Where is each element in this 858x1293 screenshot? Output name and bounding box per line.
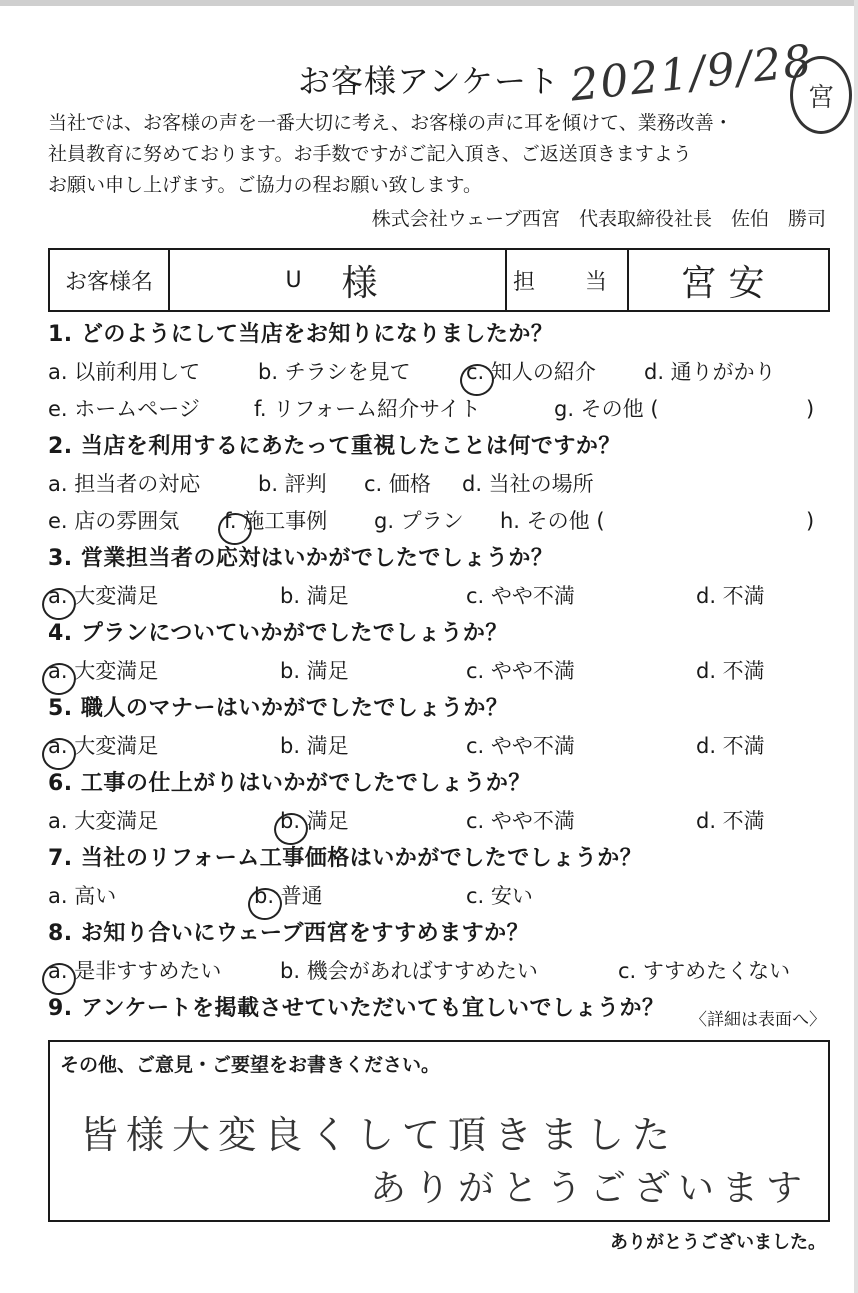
- option[interactable]: b. 満足: [280, 584, 349, 608]
- option-row: [48, 878, 838, 915]
- customer-name-label: お客様名: [50, 250, 170, 310]
- option[interactable]: a. 大変満足: [48, 809, 159, 833]
- handwritten-date: 2021/9/28: [568, 35, 816, 112]
- option[interactable]: d. 当社の場所: [462, 472, 594, 496]
- option-row: [48, 503, 838, 540]
- option[interactable]: c. やや不満: [466, 659, 575, 683]
- comment-box[interactable]: [48, 1040, 830, 1222]
- handwritten-staff-name: 宮安: [680, 262, 777, 304]
- option-selected[interactable]: f. 施工事例: [224, 509, 328, 533]
- staff-field[interactable]: [629, 250, 828, 310]
- company-signature: 株式会社ウェーブ西宮 代表取締役社長 佐伯 勝司: [371, 208, 826, 230]
- option[interactable]: h. その他 (: [500, 509, 605, 533]
- details-note: 〈詳細は表面へ〉: [690, 1010, 826, 1030]
- question-title: 6. 工事の仕上がりはいかがでしたでしょうか？: [48, 771, 531, 796]
- comment-label: その他、ご意見・ご要望をお書きください。: [60, 1054, 441, 1076]
- option[interactable]: b. チラシを見て: [258, 360, 411, 384]
- option-selected[interactable]: a. 是非すすめたい: [48, 959, 222, 983]
- option-selected[interactable]: a. 大変満足: [48, 584, 159, 608]
- option-selected[interactable]: c. 知人の紹介: [466, 360, 596, 384]
- handwritten-comment-line: ありがとうございます: [370, 1168, 811, 1209]
- intro-line: 社員教育に努めております。お手数ですがご記入頂き、ご返送頂きますよう: [48, 143, 692, 165]
- intro-line: お願い申し上げます。ご協力の程お願い致します。: [48, 174, 482, 196]
- handwritten-sama: 様: [341, 262, 390, 304]
- customer-info-table: [48, 248, 830, 312]
- question-title: 3. 営業担当者の応対はいかがでしたでしょうか？: [48, 546, 554, 571]
- option[interactable]: b. 満足: [280, 734, 349, 758]
- scan-edge-right: [854, 0, 858, 1293]
- option[interactable]: e. ホームページ: [48, 397, 200, 421]
- option[interactable]: d. 不満: [696, 809, 765, 833]
- option[interactable]: d. 通りがかり: [644, 360, 776, 384]
- intro-text: [48, 108, 838, 201]
- option-row: [48, 728, 838, 765]
- option-selected[interactable]: b. 普通: [254, 884, 323, 908]
- option[interactable]: c. やや不満: [466, 734, 575, 758]
- option[interactable]: f. リフォーム紹介サイト: [254, 397, 481, 421]
- option-row: [48, 354, 838, 391]
- option[interactable]: g. その他 (: [554, 397, 659, 421]
- option-row: [48, 653, 838, 690]
- option-row: [48, 953, 838, 990]
- customer-name-value: U: [285, 267, 302, 293]
- option[interactable]: c. やや不満: [466, 809, 575, 833]
- handwritten-comment-line: 皆様大変良くして頂きました: [80, 1113, 679, 1157]
- question-title: 9. アンケートを掲載させていただいても宜しいでしょうか？: [48, 996, 665, 1021]
- option[interactable]: a. 以前利用して: [48, 360, 201, 384]
- option[interactable]: c. 価格: [364, 472, 431, 496]
- question-title: 7. 当社のリフォーム工事価格はいかがでしたでしょうか？: [48, 846, 643, 871]
- question-title: 1. どのようにして当店をお知りになりましたか？: [48, 322, 554, 347]
- option[interactable]: b. 機会があればすすめたい: [280, 959, 538, 983]
- scan-edge-top: [0, 0, 858, 6]
- paren-close: ): [806, 509, 815, 533]
- option-selected[interactable]: b. 満足: [280, 809, 349, 833]
- option[interactable]: b. 満足: [280, 659, 349, 683]
- question-title: 4. プランについていかがでしたでしょうか？: [48, 621, 508, 646]
- question-title: 8. お知り合いにウェーブ西宮をすすめますか？: [48, 921, 530, 946]
- question-title: 5. 職人のマナーはいかがでしたでしょうか？: [48, 696, 509, 721]
- option[interactable]: a. 高い: [48, 884, 117, 908]
- option[interactable]: d. 不満: [696, 584, 765, 608]
- paren-close: ): [806, 397, 815, 421]
- option-row: [48, 578, 838, 615]
- question-title: 2. 当店を利用するにあたって重視したことは何ですか？: [48, 434, 621, 459]
- option-row: [48, 803, 838, 840]
- option[interactable]: g. プラン: [374, 509, 464, 533]
- option-row: [48, 391, 838, 428]
- option-selected[interactable]: a. 大変満足: [48, 659, 159, 683]
- customer-name-field[interactable]: [170, 250, 507, 310]
- option[interactable]: d. 不満: [696, 659, 765, 683]
- staff-label: 担 当: [507, 250, 629, 310]
- option[interactable]: b. 評判: [258, 472, 327, 496]
- option[interactable]: a. 担当者の対応: [48, 472, 201, 496]
- question-list: [48, 316, 838, 1028]
- survey-title: お客様アンケート: [297, 62, 561, 100]
- intro-line: 当社では、お客様の声を一番大切に考え、お客様の声に耳を傾けて、業務改善・: [48, 112, 733, 134]
- option[interactable]: c. すすめたくない: [618, 959, 791, 983]
- thanks-footer: ありがとうございました。: [610, 1232, 826, 1253]
- option[interactable]: d. 不満: [696, 734, 765, 758]
- option[interactable]: e. 店の雰囲気: [48, 509, 180, 533]
- option[interactable]: c. やや不満: [466, 584, 575, 608]
- option[interactable]: c. 安い: [466, 884, 533, 908]
- seal-stamp: 宮: [790, 56, 852, 134]
- option-selected[interactable]: a. 大変満足: [48, 734, 159, 758]
- option-row: [48, 466, 838, 503]
